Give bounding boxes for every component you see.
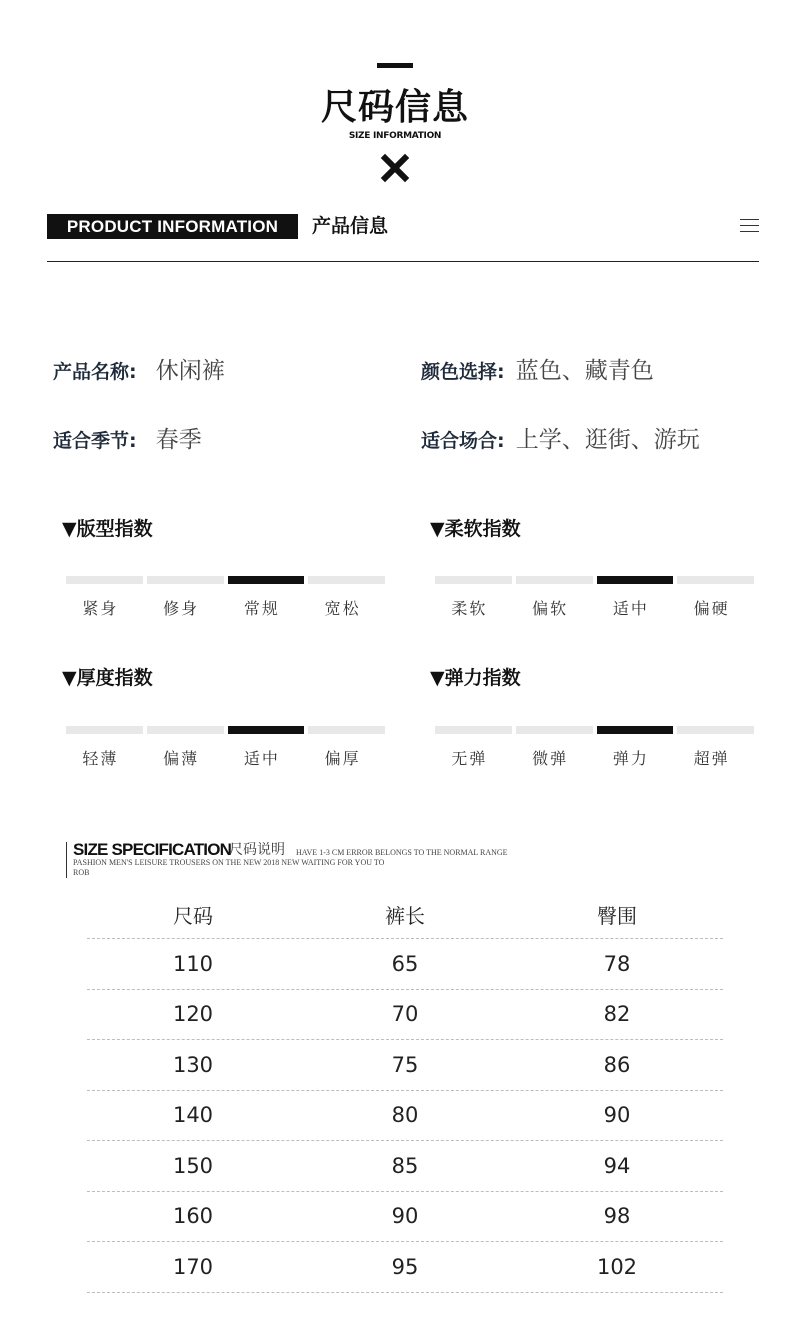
index-bar	[147, 726, 224, 734]
elasticity-index-title: ▼弹力指数	[430, 667, 521, 689]
info-value: 上学、逛街、游玩	[515, 427, 700, 453]
page-title: 尺码信息	[320, 87, 469, 128]
thickness-index-scale	[66, 726, 385, 734]
size-table	[87, 890, 723, 1293]
table-cell: 90	[391, 1204, 419, 1229]
index-option: 偏薄	[163, 749, 200, 768]
table-cell: 75	[391, 1052, 419, 1077]
info-label: 适合场合:	[421, 430, 505, 452]
size-spec-title: SIZE SPECIFICATION	[73, 840, 232, 859]
size-spec-description: PASHION MEN'S LEISURE TROUSERS ON THE NEW 2018 NEW WAITING FOR YOU TO ROB	[73, 858, 385, 877]
column-header-size: 尺码	[173, 903, 213, 928]
table-row	[87, 939, 723, 990]
index-option: 宽松	[324, 599, 361, 618]
index-bar-selected	[228, 576, 305, 584]
index-option: 无弹	[451, 749, 488, 768]
table-row	[87, 1192, 723, 1243]
product-information-badge: PRODUCT INFORMATION	[47, 214, 298, 239]
table-cell: 120	[172, 1002, 214, 1027]
index-option: 紧身	[82, 599, 119, 618]
table-cell: 70	[391, 1002, 419, 1027]
thickness-index-labels	[60, 748, 383, 770]
index-option: 修身	[163, 599, 200, 618]
index-option: 微弹	[532, 749, 569, 768]
index-bar	[147, 576, 224, 584]
table-cell: 98	[603, 1204, 631, 1229]
info-value: 蓝色、藏青色	[515, 358, 654, 384]
elasticity-index-scale	[435, 726, 754, 734]
table-cell: 82	[603, 1002, 631, 1027]
fit-index-scale	[66, 576, 385, 584]
index-bar	[516, 576, 593, 584]
index-bar	[66, 576, 143, 584]
table-cell: 102	[596, 1254, 638, 1279]
info-label: 颜色选择:	[421, 361, 505, 383]
table-row	[87, 1242, 723, 1293]
table-row	[87, 1141, 723, 1192]
table-row	[87, 1091, 723, 1142]
index-option: 偏软	[532, 599, 569, 618]
index-option: 柔软	[451, 599, 488, 618]
table-cell: 150	[172, 1153, 214, 1178]
menu-icon	[740, 218, 759, 234]
index-bar	[435, 576, 512, 584]
info-label: 适合季节:	[53, 430, 137, 452]
index-option: 偏厚	[324, 749, 361, 768]
index-bar-selected	[597, 576, 674, 584]
table-cell: 160	[172, 1204, 214, 1229]
fit-index-labels	[60, 598, 383, 620]
index-option: 偏硬	[693, 599, 730, 618]
table-cell: 110	[172, 951, 214, 976]
info-label: 产品名称:	[53, 361, 137, 383]
fit-index-title: ▼版型指数	[62, 518, 153, 540]
index-bar	[308, 576, 385, 584]
index-bar	[308, 726, 385, 734]
title-top-bar	[377, 63, 413, 68]
column-header-length: 裤长	[385, 903, 425, 928]
table-header-row	[87, 890, 723, 939]
index-bar	[677, 726, 754, 734]
table-cell: 140	[172, 1103, 214, 1128]
table-cell: 130	[172, 1052, 214, 1077]
thickness-index-title: ▼厚度指数	[62, 667, 153, 689]
index-bar	[677, 576, 754, 584]
table-cell: 80	[391, 1103, 419, 1128]
index-bar	[516, 726, 593, 734]
index-option: 超弹	[693, 749, 730, 768]
size-spec-note: HAVE 1-3 CM ERROR BELONGS TO THE NORMAL RANGE	[296, 848, 508, 857]
table-cell: 85	[391, 1153, 419, 1178]
table-cell: 94	[603, 1153, 631, 1178]
section-divider	[47, 261, 759, 262]
index-bar-selected	[597, 726, 674, 734]
spec-accent-line	[66, 842, 67, 878]
table-cell: 86	[603, 1052, 631, 1077]
index-bar-selected	[228, 726, 305, 734]
index-option: 弹力	[612, 749, 649, 768]
table-cell: 90	[603, 1103, 631, 1128]
softness-index-title: ▼柔软指数	[430, 518, 521, 540]
info-name	[53, 356, 225, 386]
product-information-cn-label: 产品信息	[312, 215, 389, 237]
info-value: 春季	[155, 427, 202, 453]
softness-index-scale	[435, 576, 754, 584]
table-row	[87, 990, 723, 1041]
index-option: 常规	[243, 599, 280, 618]
table-cell: 95	[391, 1254, 419, 1279]
index-option: 适中	[612, 599, 649, 618]
table-cell: 78	[603, 951, 631, 976]
table-row	[87, 1040, 723, 1091]
elasticity-index-labels	[429, 748, 752, 770]
size-spec-title-cn: 尺码说明	[229, 842, 285, 858]
info-color	[421, 356, 654, 386]
page-subtitle: SIZE INFORMATION	[348, 131, 442, 141]
index-option: 轻薄	[82, 749, 119, 768]
index-bar	[435, 726, 512, 734]
info-season	[53, 425, 202, 455]
table-cell: 65	[391, 951, 419, 976]
index-option: 适中	[243, 749, 280, 768]
softness-index-labels	[429, 598, 752, 620]
info-value: 休闲裤	[155, 358, 225, 384]
info-occasion	[421, 425, 700, 455]
index-bar	[66, 726, 143, 734]
column-header-hip: 臀围	[597, 903, 637, 928]
table-cell: 170	[172, 1254, 214, 1279]
cross-icon	[380, 153, 410, 183]
